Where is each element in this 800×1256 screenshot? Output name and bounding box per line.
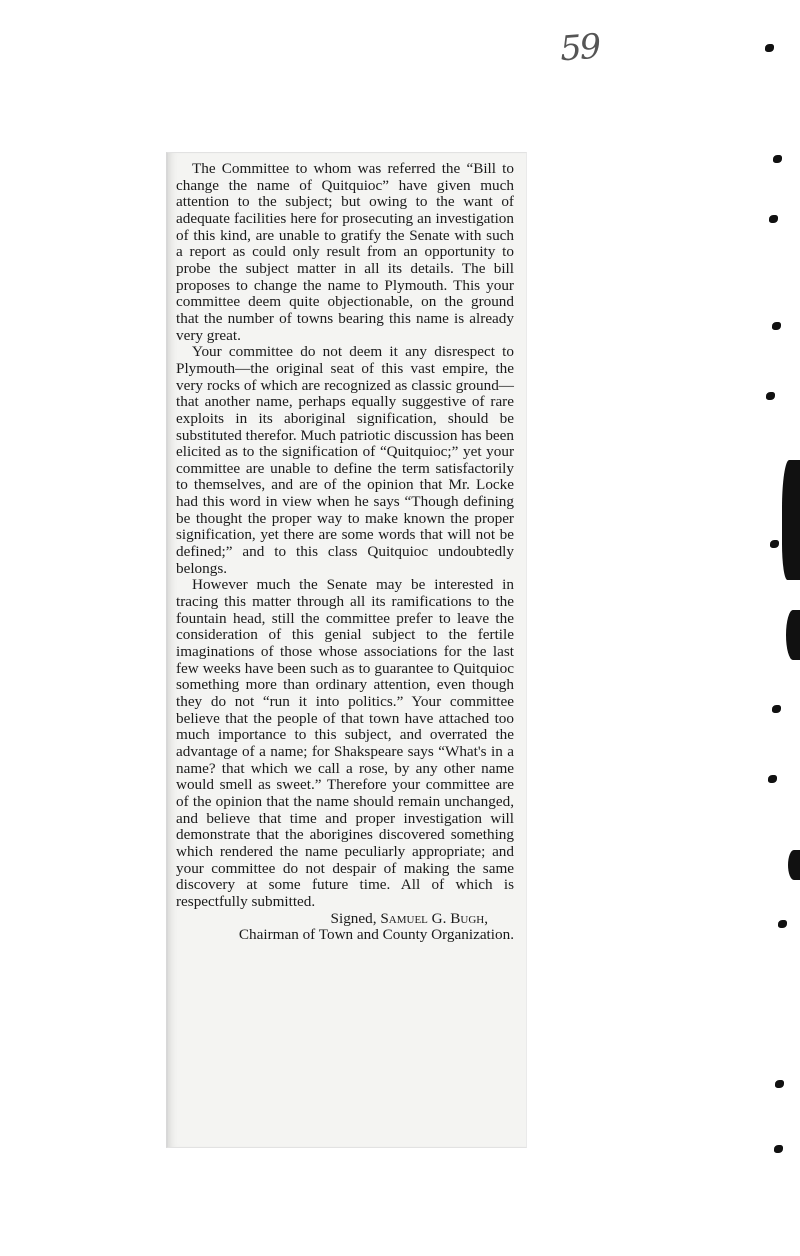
binder-hole — [772, 705, 781, 713]
edge-blot — [782, 460, 800, 580]
signature-name: Samuel G. Bugh, — [380, 909, 488, 927]
binder-hole — [765, 44, 774, 52]
binder-hole — [770, 540, 779, 548]
binder-hole — [774, 1145, 783, 1153]
binder-hole — [773, 155, 782, 163]
newspaper-clipping — [166, 152, 527, 1148]
binder-hole — [766, 392, 775, 400]
signature-line — [176, 911, 514, 928]
edge-blot — [786, 610, 800, 660]
signature-title: Chairman of Town and County Organization. — [238, 926, 514, 944]
binder-hole — [772, 322, 781, 330]
article-paragraph-1: The Committee to whom was referred the “Bill to change the name of Quitquioc” have given much attention to the subject; but owing to the want of adequate facilities here for prosecuting an investigation of this kind, are unable to gratify the Senate with such a report as could only result from an opportunity to probe the subject matter in all its details. The bill proposes to change the name to Plymouth. This your committee deem quite objectionable, on the ground that the number of towns bearing this name is already very great. — [176, 160, 514, 344]
edge-blot — [788, 850, 800, 880]
binder-hole — [769, 215, 778, 223]
binder-hole — [768, 775, 777, 783]
binder-hole — [775, 1080, 784, 1088]
page-number: 59 — [558, 26, 601, 70]
binder-hole — [778, 920, 787, 928]
article-paragraph-2: Your committee do not deem it any disrespect to Plymouth—the original seat of this vast empire, the very rocks of which are recognized as classic ground—that another name, perhaps equally suggestive of rare exploits in its aboriginal signification, should be substituted therefor. Much patriotic discussion has been elicited as to the signification of “Quitquioc;” yet your committee are unable to define the term satisfactorily to themselves, and are of the opinion that Mr. Locke had this word in view when he says “Though defining be thought the proper way to make known the proper signification, yet there are some words that will not be defined;” and to this class Quitquioc undoubtedly belongs. — [176, 343, 514, 577]
article-paragraph-3: However much the Senate may be interested in tracing this matter through all its ramifications to the fountain head, still the committee prefer to leave the consideration of this genial subject to the fertile imaginations of those whose associations for the last few weeks have been such as to guarantee to Quitquioc something more than ordinary attention, even though they do not “run it into politics.” Your committee believe that the people of that town have attached too much importance to this subject, and overrated the advantage of a name; for Shakspeare says “What's in a name? that which we call a rose, by any other name would smell as sweet.” Therefore your committee are of the opinion that the name should remain unchanged, and believe that time and proper investigation will demonstrate that the aborigines discovered something which rendered the name peculiarly appropriate; and your committee do not despair of making the same discovery at some future time. All of which is respectfully submitted. — [176, 576, 514, 910]
article-body — [176, 161, 514, 944]
signature-prefix: Signed, — [330, 909, 377, 927]
